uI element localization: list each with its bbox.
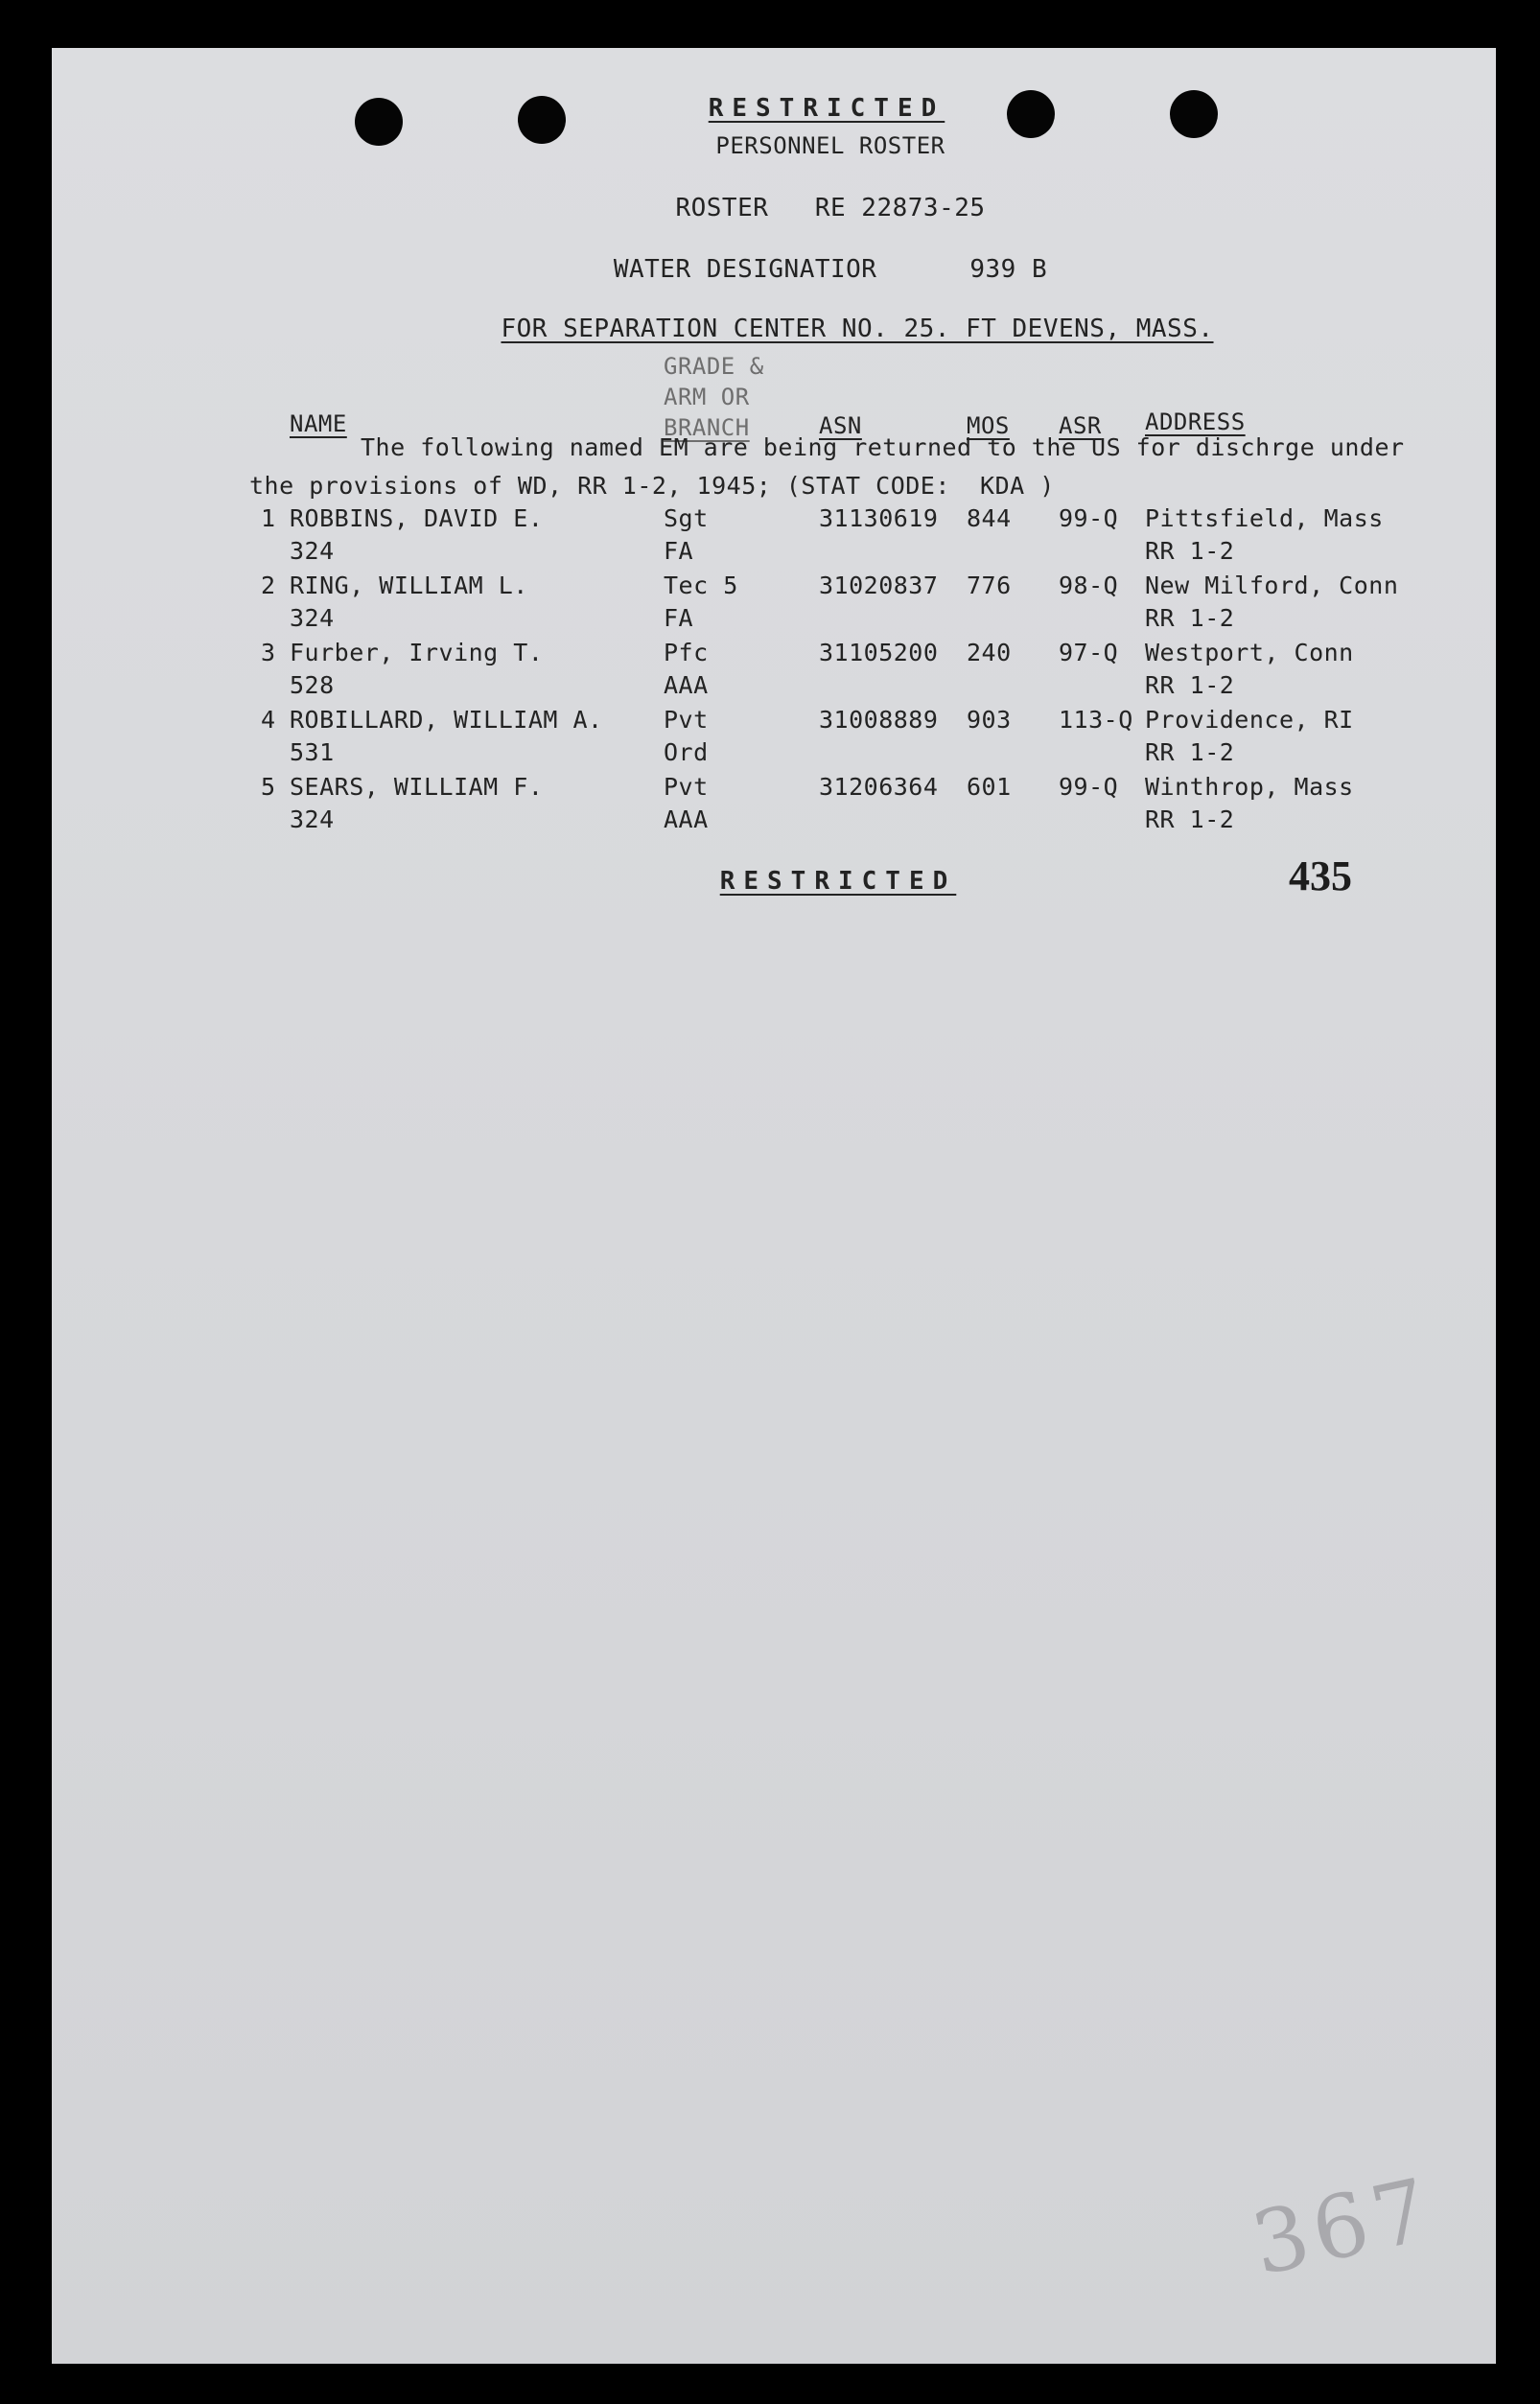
row-asr: 113-Q <box>1059 706 1133 734</box>
classification-bottom: RESTRICTED <box>719 867 957 896</box>
row-address: Providence, RI <box>1145 706 1354 734</box>
row-mos: 240 <box>967 639 1012 666</box>
row-address-line2: RR 1-2 <box>1145 671 1235 699</box>
row-asr: 99-Q <box>1059 773 1119 801</box>
row-number: 3 <box>261 639 276 666</box>
separation-center-line: FOR SEPARATION CENTER NO. 25. FT DEVENS, MASS. <box>501 315 1214 343</box>
row-asr: 99-Q <box>1059 504 1119 532</box>
row-sub-number: 531 <box>290 738 335 766</box>
page-title: PERSONNEL ROSTER <box>715 132 945 159</box>
column-grade-line3: BRANCH <box>664 414 750 441</box>
column-asr: ASR <box>1059 412 1102 439</box>
row-branch: AAA <box>664 671 709 699</box>
row-name: ROBBINS, DAVID E. <box>290 504 544 532</box>
row-address-line2: RR 1-2 <box>1145 738 1235 766</box>
row-address-line2: RR 1-2 <box>1145 537 1235 565</box>
row-asr: 98-Q <box>1059 572 1119 599</box>
row-branch: Ord <box>664 738 709 766</box>
row-name: Furber, Irving T. <box>290 639 544 666</box>
punch-hole-icon <box>1007 90 1055 138</box>
intro-line-2: the provisions of WD, RR 1-2, 1945; (STAT CODE: KDA ) <box>249 472 1055 500</box>
row-name: RING, WILLIAM L. <box>290 572 528 599</box>
punch-hole-icon <box>518 96 566 144</box>
row-number: 4 <box>261 706 276 734</box>
column-grade-line2: ARM OR <box>664 384 750 410</box>
row-address: Pittsfield, Mass <box>1145 504 1384 532</box>
row-asn: 31105200 <box>819 639 939 666</box>
row-grade: Sgt <box>664 504 709 532</box>
row-grade: Pvt <box>664 706 709 734</box>
column-address: ADDRESS <box>1145 408 1246 435</box>
row-number: 1 <box>261 504 276 532</box>
page-number: 435 <box>1289 852 1352 899</box>
roster-line: ROSTER RE 22873-25 <box>675 194 986 222</box>
row-mos: 903 <box>967 706 1012 734</box>
row-sub-number: 324 <box>290 805 335 833</box>
row-address-line2: RR 1-2 <box>1145 805 1235 833</box>
row-grade: Tec 5 <box>664 572 738 599</box>
row-asn: 31020837 <box>819 572 939 599</box>
intro-line-1: The following named EM are being returned to the US for dischrge under <box>361 433 1405 461</box>
row-branch: AAA <box>664 805 709 833</box>
classification-top: RESTRICTED <box>708 94 945 123</box>
row-asn: 31206364 <box>819 773 939 801</box>
row-grade: Pfc <box>664 639 709 666</box>
water-designation-line: WATER DESIGNATIOR 939 B <box>613 255 1048 284</box>
row-branch: FA <box>664 537 694 565</box>
column-mos: MOS <box>967 412 1010 439</box>
row-sub-number: 324 <box>290 537 335 565</box>
row-sub-number: 528 <box>290 671 335 699</box>
column-name: NAME <box>290 410 347 437</box>
punch-hole-icon <box>1170 90 1218 138</box>
row-address: New Milford, Conn <box>1145 572 1399 599</box>
row-name: ROBILLARD, WILLIAM A. <box>290 706 603 734</box>
row-grade: Pvt <box>664 773 709 801</box>
row-address-line2: RR 1-2 <box>1145 604 1235 632</box>
column-grade-line1: GRADE & <box>664 353 764 380</box>
row-sub-number: 324 <box>290 604 335 632</box>
row-address: Winthrop, Mass <box>1145 773 1354 801</box>
row-name: SEARS, WILLIAM F. <box>290 773 544 801</box>
row-number: 5 <box>261 773 276 801</box>
column-asn: ASN <box>819 412 862 439</box>
row-mos: 601 <box>967 773 1012 801</box>
row-number: 2 <box>261 572 276 599</box>
row-mos: 844 <box>967 504 1012 532</box>
document-page <box>52 48 1496 2364</box>
row-branch: FA <box>664 604 694 632</box>
punch-hole-icon <box>355 98 403 146</box>
row-asn: 31130619 <box>819 504 939 532</box>
row-asn: 31008889 <box>819 706 939 734</box>
row-address: Westport, Conn <box>1145 639 1354 666</box>
row-asr: 97-Q <box>1059 639 1119 666</box>
row-mos: 776 <box>967 572 1012 599</box>
pencil-number: 367 <box>1244 2159 1443 2296</box>
